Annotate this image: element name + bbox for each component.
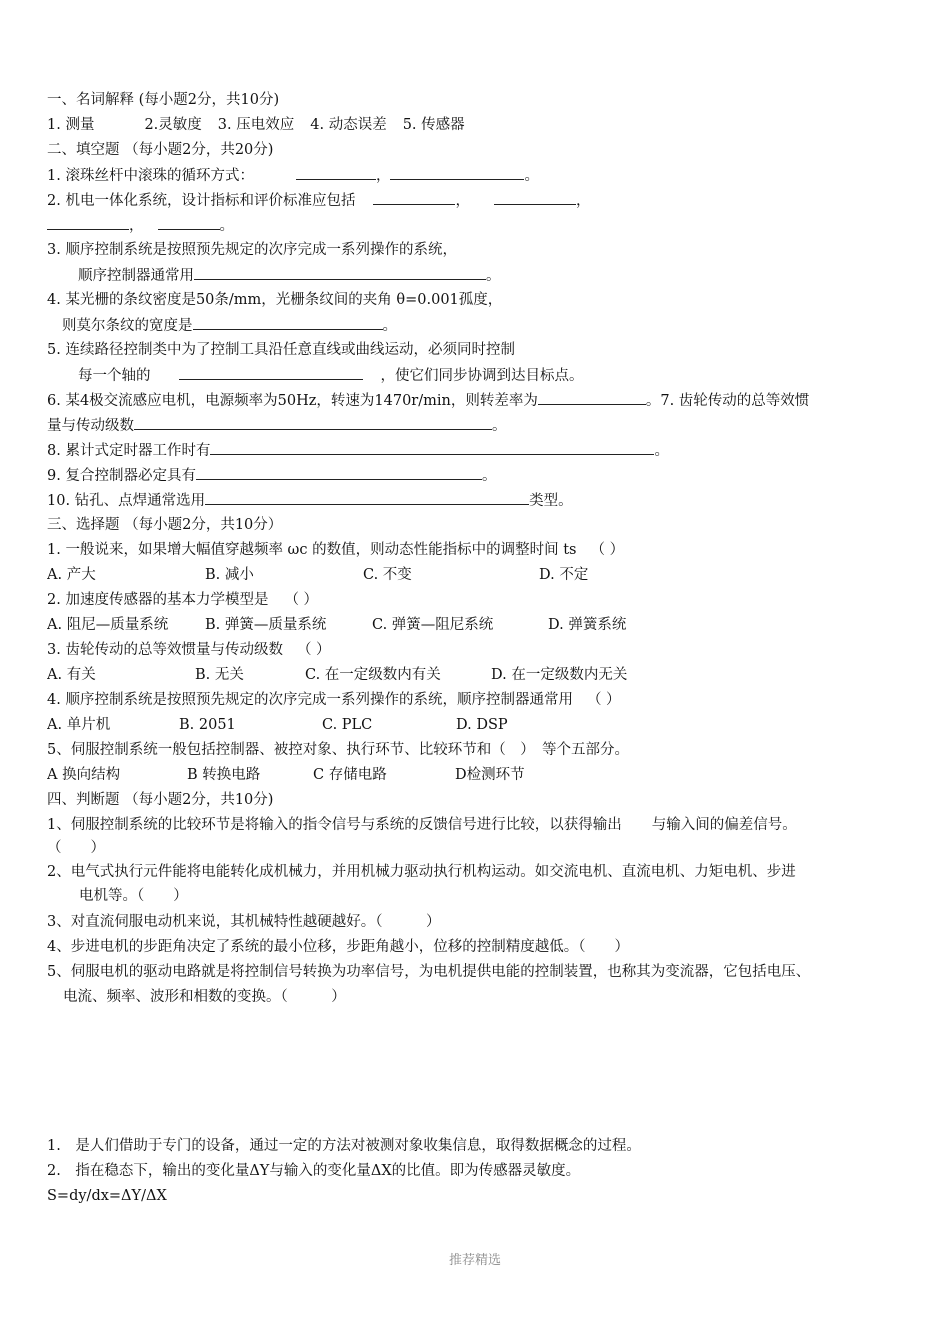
fill-question-3: 3. 顺序控制系统是按照预先规定的次序完成一系列操作的系统， (47, 242, 457, 258)
option-b: B 转换电路 (187, 767, 261, 783)
answer-blank (134, 415, 492, 430)
option-a: A 换向结构 (47, 767, 121, 783)
judge-question-5-cont: 电流、频率、波形和相数的变换。（ ） (63, 989, 346, 1005)
option-b: B. 减小 (205, 567, 254, 583)
answer-blank (179, 365, 363, 380)
fill-question-7-cont: 量与传动级数 。 (47, 415, 909, 436)
answer-formula: S=dy/dx=ΔY/ΔX (47, 1188, 167, 1204)
fill-question-1: 1. 滚珠丝杆中滚珠的循环方式： ， 。 (47, 165, 909, 186)
answer-blank (494, 190, 576, 205)
judge-question-3: 3、对直流伺服电动机来说，其机械特性越硬越好。（ ） (47, 914, 441, 930)
answer-blank (158, 215, 220, 230)
option-a: A. 产大 (47, 567, 96, 583)
answer-blank (296, 165, 376, 180)
choice-question-5: 5、伺服控制系统一般包括控制器、被控对象、执行环节、比较环节和（ ） 等个五部分。 (47, 742, 629, 758)
fill-question-9: 9. 复合控制器必定具有 。 (47, 465, 909, 486)
term-1: 1. 测量 (47, 117, 95, 133)
fill-question-2: 2. 机电一体化系统，设计指标和评价标准应包括 ， ， (47, 190, 909, 211)
fill-question-6-7: 6. 某4极交流感应电机，电源频率为50Hz，转速为1470r/min，则转差率为 。7. 齿轮传动的总等效惯 (47, 390, 909, 411)
choice-question-5-options (47, 765, 909, 785)
section-2-title: 二、填空题 （每小题2分，共20分) (47, 142, 274, 158)
answer-blank (205, 490, 529, 505)
option-c: C 存储电路 (313, 767, 387, 783)
fill-question-5: 5. 连续路径控制类中为了控制工具沿任意直线或曲线运动，必须同时控制 (47, 342, 515, 358)
judge-question-5: 5、伺服电机的驱动电路就是将控制信号转换为功率信号，为电机提供电能的控制装置，也称其为变流器，它包括电压、 (47, 964, 811, 980)
choice-question-4-options (47, 715, 909, 735)
judge-question-1-paren: （ ） (47, 840, 105, 856)
term-5: 5. 传感器 (402, 117, 465, 133)
section-4-title: 四、判断题 （每小题2分，共10分) (47, 792, 274, 808)
section-3-title: 三、选择题 （每小题2分，共10分） (47, 517, 283, 533)
fill-question-8: 8. 累计式定时器工作时有 。 (47, 440, 909, 461)
fill-question-4-cont: 则莫尔条纹的宽度是 。 (62, 315, 924, 336)
term-2: 2.灵敏度 (144, 117, 202, 133)
option-b: B. 弹簧—质量系统 (205, 617, 327, 633)
term-3: 3. 压电效应 (217, 117, 295, 133)
fill-question-2-cont: ， 。 (47, 215, 909, 236)
judge-question-2: 2、电气式执行元件能将电能转化成机械力，并用机械力驱动执行机构运动。如交流电机、直流电机、力矩电机、步进 (47, 864, 796, 880)
option-b: B. 无关 (195, 667, 244, 683)
option-c: C. 在一定级数内有关 (305, 667, 441, 683)
option-b: B. 2051 (179, 717, 236, 733)
fill-question-3-cont: 顺序控制器通常用 。 (78, 265, 940, 286)
term-4: 4. 动态误差 (310, 117, 387, 133)
answer-blank (47, 215, 129, 230)
option-a: A. 有关 (47, 667, 96, 683)
fill-question-5-cont: 每一个轴的 ，使它们同步协调到达目标点。 (78, 365, 940, 386)
option-a: A. 阻尼—质量系统 (47, 617, 169, 633)
judge-question-1: 1、伺服控制系统的比较环节是将输入的指令信号与系统的反馈信号进行比较，以获得输出 与输入间的偏差信号。 (47, 817, 797, 833)
answer-blank (194, 265, 486, 280)
answer-blank (390, 165, 524, 180)
judge-question-4: 4、步进电机的步距角决定了系统的最小位移，步距角越小，位移的控制精度越低。（ ） (47, 939, 629, 955)
option-c: C. 弹簧—阻尼系统 (372, 617, 494, 633)
section-1-title: 一、名词解释 (每小题2分，共10分) (47, 92, 280, 108)
choice-question-4: 4. 顺序控制系统是按照预先规定的次序完成一系列操作的系统，顺序控制器通常用 （ ） (47, 692, 621, 708)
choice-question-3-options (47, 665, 909, 685)
answer-blank (538, 390, 646, 405)
judge-question-2-cont: 电机等。（ ） (79, 888, 188, 904)
choice-question-3: 3. 齿轮传动的总等效惯量与传动级数 （ ） (47, 642, 331, 658)
answer-blank (373, 190, 455, 205)
answer-blank (196, 465, 482, 480)
answer-2: 2. 指在稳态下，输出的变化量ΔY与输入的变化量ΔX的比值。即为传感器灵敏度。 (47, 1163, 581, 1179)
fill-question-4: 4. 某光栅的条纹密度是50条/mm，光栅条纹间的夹角 θ=0.001孤度， (47, 292, 503, 308)
answer-blank (210, 440, 654, 455)
option-c: C. PLC (322, 717, 373, 733)
answer-1: 1. 是人们借助于专门的设备，通过一定的方法对被测对象收集信息，取得数据概念的过程。 (47, 1138, 641, 1154)
fill-question-10: 10. 钻孔、点焊通常选用 类型。 (47, 490, 909, 511)
option-a: A. 单片机 (47, 717, 111, 733)
choice-question-1: 1. 一般说来，如果增大幅值穿越频率 ωc 的数值，则动态性能指标中的调整时间 ts （ ） (47, 542, 625, 558)
option-d: D. DSP (456, 717, 508, 733)
answer-blank (193, 315, 383, 330)
option-d: D检测环节 (455, 767, 525, 783)
choice-question-2: 2. 加速度传感器的基本力学模型是 （ ） (47, 592, 319, 608)
option-d: D. 不定 (539, 567, 589, 583)
option-d: D. 弹簧系统 (548, 617, 627, 633)
section-1-items (47, 115, 909, 135)
option-c: C. 不变 (363, 567, 412, 583)
option-d: D. 在一定级数内无关 (491, 667, 628, 683)
page-footer: 推荐精选 (448, 1253, 501, 1268)
choice-question-2-options (47, 615, 909, 635)
choice-question-1-options (47, 565, 909, 585)
